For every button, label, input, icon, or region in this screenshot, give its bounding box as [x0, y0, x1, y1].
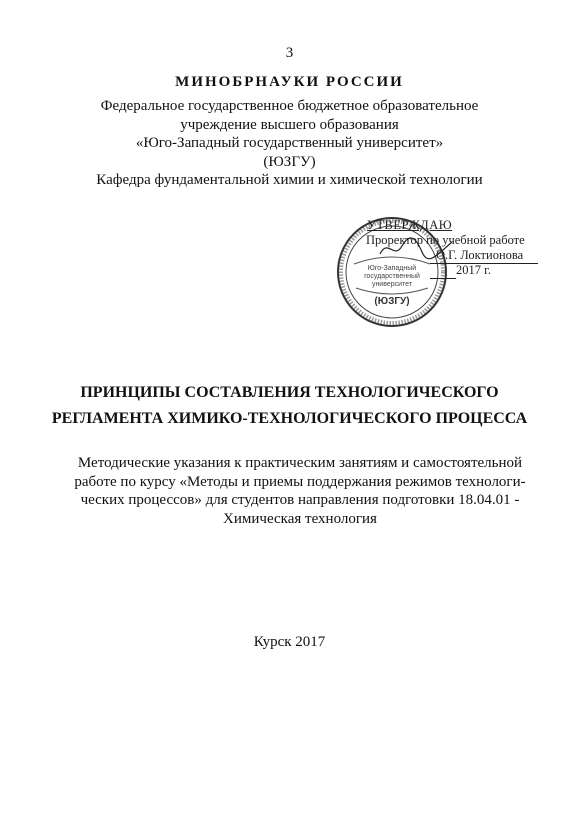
svg-text:Юго-Западный: Юго-Западный [367, 265, 417, 272]
ministry-heading: МИНОБРНАУКИ РОССИИ [175, 74, 404, 90]
institution-line: Кафедра фундаментальной химии и химической технологии [96, 172, 483, 188]
description-line: ческих процессов» для студентов направления подготовки 18.04.01 - [80, 492, 520, 508]
approval-title: УТВЕРЖДАЮ [367, 218, 453, 232]
description-line: работе по курсу «Методы и приемы поддержания режимов технологи- [74, 473, 526, 490]
institution-line: (ЮЗГУ) [263, 153, 316, 170]
description-line: Химическая технология [223, 510, 377, 527]
svg-text:университет: университет [371, 281, 413, 288]
svg-text:государственный: государственный [364, 273, 420, 280]
institution-line: «Юго-Западный государственный университет» [135, 135, 444, 151]
institution-line: Федеральное государственное бюджетное образовательное [100, 98, 479, 114]
institution-block [60, 97, 519, 190]
title-line: РЕГЛАМЕНТА ХИМИКО-ТЕХНОЛОГИЧЕСКОГО ПРОЦЕССА [51, 410, 528, 427]
seal-text: (ЮЗГУ) [374, 296, 410, 307]
description-line: Методические указания к практическим занятиям и самостоятельной [77, 455, 523, 471]
institution-line: учреждение высшего образования [180, 116, 399, 133]
document-title [0, 380, 579, 432]
approval-block [340, 218, 560, 318]
city-year: Курск 2017 [253, 634, 326, 650]
approval-name: О.Г. Локтионова [436, 248, 524, 262]
approval-date: 2017 г. [456, 263, 491, 277]
document-description [60, 454, 540, 528]
approval-role: Проректор по учебной работе [366, 233, 525, 247]
title-line: ПРИНЦИПЫ СОСТАВЛЕНИЯ ТЕХНОЛОГИЧЕСКОГО [80, 384, 499, 401]
page-number: 3 [285, 45, 294, 61]
date-line [430, 278, 456, 279]
